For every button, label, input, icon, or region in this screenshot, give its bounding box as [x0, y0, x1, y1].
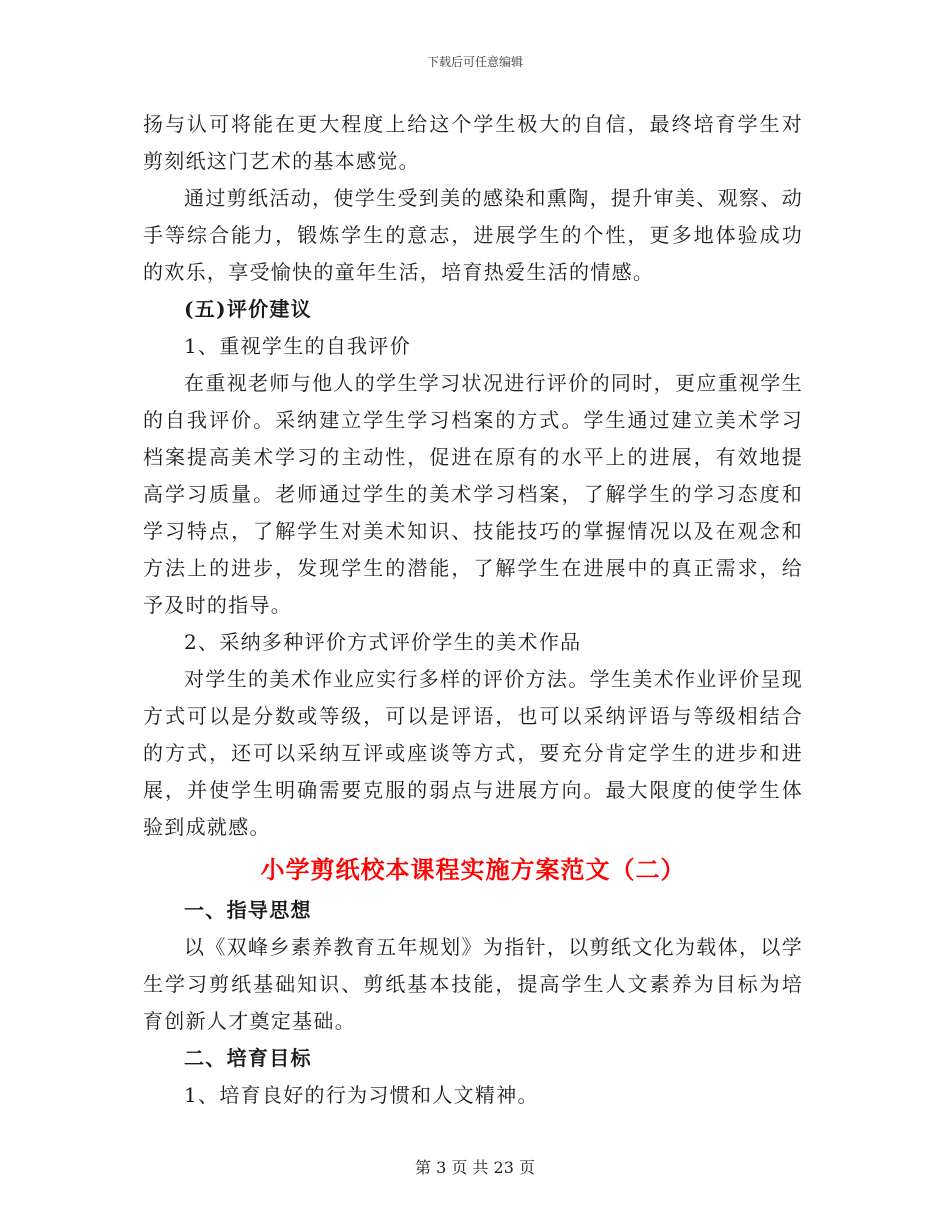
page-number: 第 3 页 共 23 页	[415, 1158, 535, 1177]
paragraph-guiding-ideology: 以《双峰乡素养教育五年规划》为指针，以剪纸文化为载体，以学生学习剪纸基础知识、剪纸基本技能，提高学生人文素养为目标为培育创新人才奠定基础。	[143, 935, 803, 1033]
heading-guiding-ideology: 一、指导思想	[184, 898, 312, 922]
heading-evaluation-suggestions: (五)评价建议	[184, 297, 313, 321]
paragraph-activity-benefits: 通过剪纸活动，使学生受到美的感染和熏陶，提升审美、观察、动手等综合能力，锻炼学生的意志，进展学生的个性，更多地体验成功的欢乐，享受愉快的童年生活，培育热爱生活的情感。	[143, 186, 803, 284]
document-body	[143, 106, 803, 1114]
section-title: 小学剪纸校本课程实施方案范文（二）	[260, 855, 686, 884]
paragraph-multiple-evaluation: 对学生的美术作业应实行多样的评价方法。学生美术作业评价呈现方式可以是分数或等级，可以是评语，也可以采纳评语与等级相结合的方式，还可以采纳互评或座谈等方式，要充分肯定学生的进步和进展，并使学生明确需要克服的弱点与进展方向。最大限度的使学生体验到成就感。	[143, 667, 803, 839]
paragraph-goal-item-1: 1、培育良好的行为习惯和人文精神。	[184, 1083, 539, 1107]
item-self-evaluation: 1、重视学生的自我评价	[184, 334, 412, 358]
paragraph-continuation: 扬与认可将能在更大程度上给这个学生极大的自信，最终培育学生对剪刻纸这门艺术的基本感觉。	[143, 112, 803, 173]
header-note: 下载后可任意编辑	[426, 55, 523, 69]
heading-training-goals: 二、培育目标	[184, 1046, 312, 1070]
item-multiple-evaluation: 2、采纳多种评价方式评价学生的美术作品	[184, 630, 582, 654]
paragraph-self-evaluation: 在重视老师与他人的学生学习状况进行评价的同时，更应重视学生的自我评价。采纳建立学生学习档案的方式。学生通过建立美术学习档案提高美术学习的主动性，促进在原有的水平上的进展，有效地提高学习质量。老师通过学生的美术学习档案，了解学生的学习态度和学习特点，了解学生对美术知识、技能技巧的掌握情况以及在观念和方法上的进步，发现学生的潜能，了解学生在进展中的真正需求，给予及时的指导。	[143, 371, 803, 617]
